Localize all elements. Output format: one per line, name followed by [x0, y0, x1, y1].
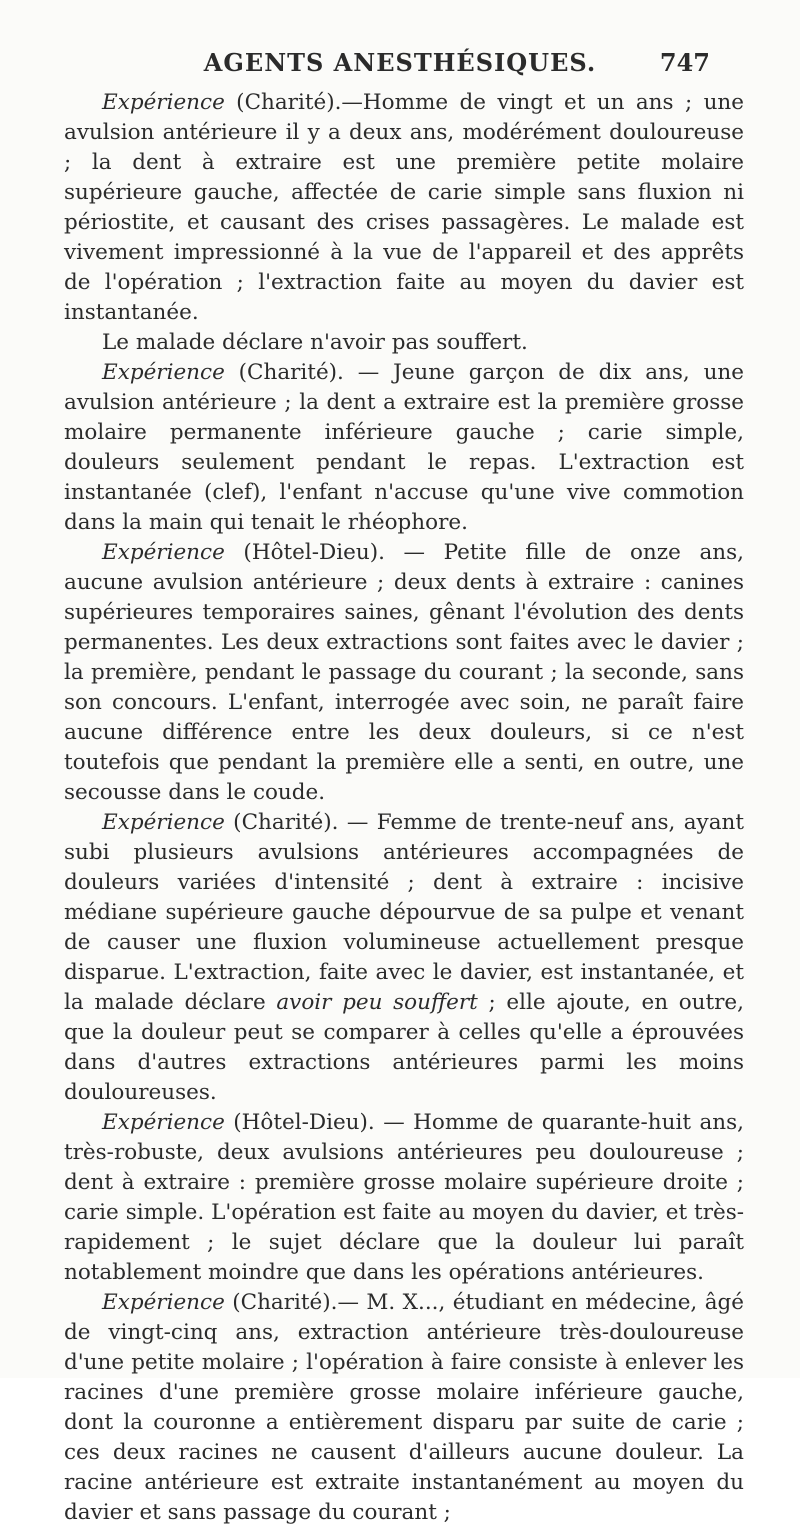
paragraph-7 — [64, 1288, 744, 1528]
body-text — [64, 88, 744, 1528]
paragraph-3 — [64, 358, 744, 538]
paragraph-text: (Charité). — Jeune garçon de dix ans, une avulsion antérieure ; la dent a extraire est la première grosse molaire permanente inférieure gauche ; carie simple, douleurs seulement pendant le repas. L'extraction est instantanée (clef), l'enfant n'accuse qu'une vive commotion dans la main qui tenait le rhéophore. — [64, 360, 744, 535]
page-number: 747 — [659, 48, 710, 77]
paragraph-text: (Charité). — Femme de trente-neuf ans, ayant subi plusieurs avulsions antérieures accompagnées de douleurs variées d'intensité ; dent à extraire : incisive médiane supérieure gauche dépourvue de sa pulpe et venant de causer une fluxion volumineuse actuellement presque disparue. L'extraction, faite avec le davier, est instantanée, et la malade déclare — [64, 810, 744, 1015]
paragraph-text: Le malade déclare n'avoir pas souffert. — [102, 330, 528, 355]
experience-label: Expérience — [102, 90, 225, 115]
paragraph-6 — [64, 1108, 744, 1288]
paragraph-2 — [64, 328, 744, 358]
experience-label: Expérience — [102, 1290, 225, 1315]
paragraph-4 — [64, 538, 744, 808]
running-title: AGENTS ANESTHÉSIQUES. — [203, 48, 597, 77]
experience-label: Expérience — [102, 540, 225, 565]
experience-label: Expérience — [102, 1110, 225, 1135]
experience-label: Expérience — [102, 360, 225, 385]
emphasis-text: avoir peu souffert — [276, 990, 478, 1015]
paragraph-text-tail: ; elle ajoute, en outre, que la douleur peut se comparer à celles qu'elle a éprouvées dans d'autres extractions antérieures parmi les moins douloureuses. — [64, 990, 744, 1105]
paragraph-text: (Charité).— M. X..., étudiant en médecine, âgé de vingt-cinq ans, extraction antérieure très-douloureuse d'une petite molaire ; l'opération à faire consiste à enlever les racines d'une première grosse molaire inférieure gauche, dont la couronne a entièrement disparu par suite de carie ; ces deux racines ne causent d'ailleurs aucune douleur. La racine antérieure est extraite instantanément au moyen du davier et sans passage du courant ; — [64, 1290, 744, 1525]
paragraph-text: (Hôtel-Dieu). — Homme de quarante-huit ans, très-robuste, deux avulsions antérieures peu douloureuse ; dent à extraire : première grosse molaire supérieure droite ; carie simple. L'opération est faite au moyen du davier, et très-rapidement ; le sujet déclare que la douleur lui paraît notablement moindre que dans les opérations antérieures. — [64, 1110, 744, 1285]
paragraph-text: (Charité).—Homme de vingt et un ans ; une avulsion antérieure il y a deux ans, modérément douloureuse ; la dent à extraire est une première petite molaire supérieure gauche, affectée de carie simple sans fluxion ni périostite, et causant des crises passagères. Le malade est vivement impressionné à la vue de l'appareil et des apprêts de l'opération ; l'extraction faite au moyen du davier est instantanée. — [64, 90, 744, 325]
experience-label: Expérience — [102, 810, 225, 835]
paragraph-1 — [64, 88, 744, 328]
paragraph-5 — [64, 808, 744, 1108]
paragraph-text: (Hôtel-Dieu). — Petite fille de onze ans, aucune avulsion antérieure ; deux dents à extraire : canines supérieures temporaires saines, gênant l'évolution des dents permanentes. Les deux extractions sont faites avec le davier ; la première, pendant le passage du courant ; la seconde, sans son concours. L'enfant, interrogée avec soin, ne paraît faire aucune différence entre les deux douleurs, si ce n'est toutefois que pendant la première elle a senti, en outre, une secousse dans le coude. — [64, 540, 744, 805]
running-head — [0, 48, 800, 82]
